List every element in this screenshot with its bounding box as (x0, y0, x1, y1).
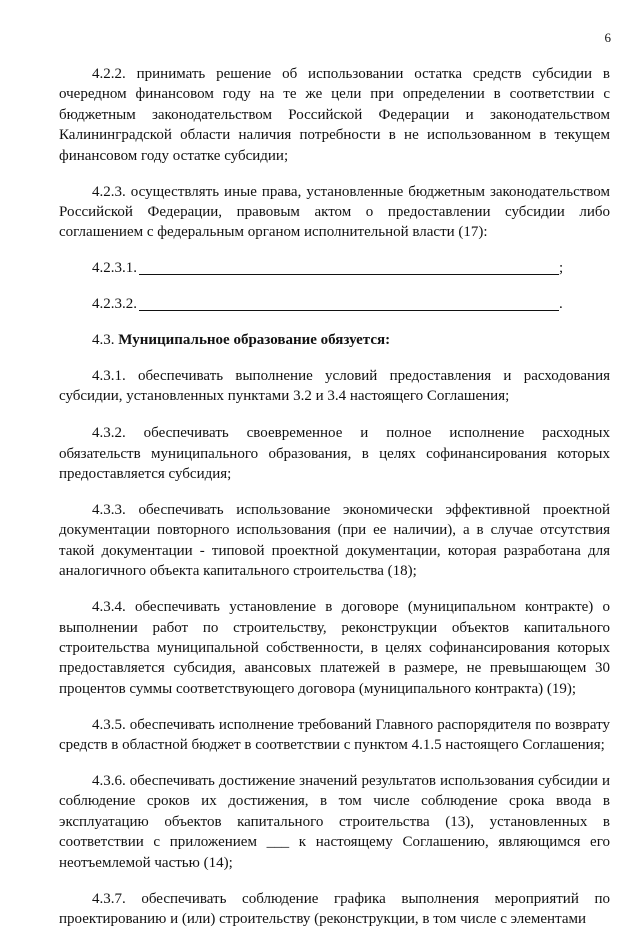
fill-in-label: 4.2.3.2. (92, 296, 137, 313)
section-number: 4.3. (92, 332, 119, 349)
paragraph-4-3-5: 4.3.5. обеспечивать исполнение требований Главного распорядителя по возврату средств в областной бюджет в соответствии с пунктом 4.1.5 настоящего Соглашения; (59, 716, 610, 754)
fill-in-label: 4.2.3.1. (92, 260, 137, 277)
paragraph-4-3-6: 4.3.6. обеспечивать достижение значений результатов использования субсидии и соблюдение сроков их достижения, в том числе соблюдение срока ввода в эксплуатацию объектов капитального строительства (13), установленных в соответствии с приложением ___ к настоящему Соглашению, являющимся его неотъемлемой частью (14); (59, 772, 610, 871)
fill-in-end-punctuation: . (559, 296, 563, 313)
paragraph-4-3-4: 4.3.4. обеспечивать установление в договоре (муниципальном контракте) о выполнении работ по строительству, реконструкции объектов капитального строительства муниципальной собственности, в целях софинансирования которых предоставляется субсидия, авансовых платежей в размере, не превышающем 30 процентов суммы соответствующего договора (муниципального контракта) (19); (59, 599, 610, 697)
paragraph-4-3-1: 4.3.1. обеспечивать выполнение условий предоставления и расходования субсидии, установленных пунктами 3.2 и 3.4 настоящего Соглашения; (59, 367, 610, 405)
paragraph-4-2-2: 4.2.2. принимать решение об использовании остатка средств субсидии в очередном финансовом году на те же цели при определении в соответствии с бюджетным законодательством Российской Федерации и законодательством Калининградской области наличия потребности в не использованном в текущем финансовом году остатке субсидии; (59, 66, 610, 164)
paragraph-4-2-3: 4.2.3. осуществлять иные права, установленные бюджетным законодательством Российской Федерации, правовым актом о предоставлении субсидии либо соглашением с федеральным органом исполнительной власти (17): (59, 183, 610, 241)
paragraph-4-3-2: 4.3.2. обеспечивать своевременное и полное исполнение расходных обязательств муниципального образования, в целях софинансирования которых предоставляется субсидия; (59, 425, 610, 483)
fill-in-end-punctuation: ; (559, 260, 564, 277)
fill-in-item-4-2-3-1 (59, 258, 610, 278)
fill-in-item-4-2-3-2 (59, 294, 610, 314)
fill-in-blank-line (139, 260, 559, 275)
section-title: Муниципальное образование обязуется: (118, 332, 391, 349)
paragraph-4-3-3: 4.3.3. обеспечивать использование экономически эффективной проектной документации повторного использования (при ее наличии), а в случае отсутствия такой документации - типовой проектной документации, которая разработана для аналогичного объекта капитального строительства (18); (59, 502, 610, 580)
fill-in-blank-line (139, 296, 559, 311)
page-number: 6 (604, 30, 611, 45)
document-body (59, 64, 610, 945)
section-heading-4-3 (59, 330, 610, 350)
paragraph-4-3-7: 4.3.7. обеспечивать соблюдение графика выполнения мероприятий по проектированию и (или) строительству (реконструкции, в том числе с элементами (59, 890, 610, 927)
